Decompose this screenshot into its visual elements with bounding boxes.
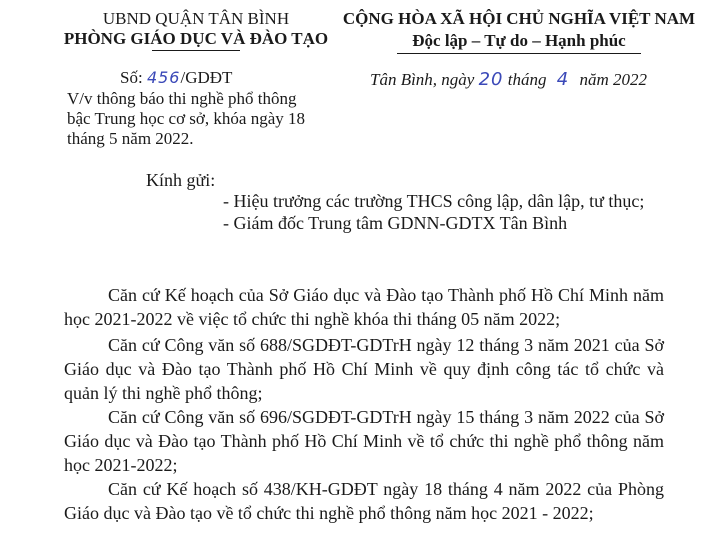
document-number-prefix: Số: bbox=[120, 68, 147, 87]
subject-line-3: tháng 5 năm 2022. bbox=[67, 129, 194, 148]
body-paragraph: Căn cứ Kế hoạch của Sở Giáo dục và Đào tạo Thành phố Hồ Chí Minh năm học 2021-2022 về việc tổ chức thi nghề khóa thi tháng 05 năm 2022; bbox=[64, 285, 664, 329]
issuing-department: PHÒNG GIÁO DỤC VÀ ĐÀO TẠO bbox=[63, 29, 329, 48]
handwritten-document-number: 456 bbox=[146, 68, 181, 87]
subject-line-2: bậc Trung học cơ sở, khóa ngày 18 bbox=[67, 109, 306, 128]
date-year: năm 2022 bbox=[575, 70, 647, 89]
date-place: Tân Bình, ngày bbox=[370, 70, 479, 89]
national-title: CỘNG HÒA XÃ HỘI CHỦ NGHĨA VIỆT NAM bbox=[342, 9, 696, 28]
body-paragraph: Căn cứ Công văn số 696/SGDĐT-GDTrH ngày 15 tháng 3 năm 2022 của Sở Giáo dục và Đào tạo Thành phố Hồ Chí Minh về tổ chức thi nghề phổ thông năm học 2021-2022; bbox=[64, 407, 664, 475]
date-line bbox=[370, 69, 647, 90]
right-header-underline bbox=[397, 53, 641, 54]
document-number bbox=[120, 68, 232, 88]
issuing-authority: UBND QUẬN TÂN BÌNH bbox=[102, 9, 290, 28]
recipient-item: - Hiệu trưởng các trường THCS công lập, dân lập, tư thục; bbox=[223, 191, 645, 211]
body-paragraph: Căn cứ Kế hoạch số 438/KH-GDĐT ngày 18 tháng 4 năm 2022 của Phòng Giáo dục và Đào tạo về tổ chức thi nghề phổ thông năm học 2021 - 2022; bbox=[64, 479, 664, 523]
national-motto: Độc lập – Tự do – Hạnh phúc bbox=[412, 31, 626, 50]
left-header-underline bbox=[152, 50, 240, 51]
document-number-suffix: /GDĐT bbox=[180, 68, 233, 87]
handwritten-day: 20 bbox=[478, 69, 504, 90]
body-paragraph: Căn cứ Công văn số 688/SGDĐT-GDTrH ngày 12 tháng 3 năm 2021 của Sở Giáo dục và Đào tạo Thành phố Hồ Chí Minh về quy định công tác tổ chức và quản lý thi nghề phổ thông; bbox=[64, 335, 664, 403]
recipients-greeting: Kính gửi: bbox=[146, 170, 216, 190]
subject-line-1: V/v thông báo thi nghề phổ thông bbox=[67, 89, 297, 108]
handwritten-month: 4 bbox=[556, 69, 570, 90]
recipient-item: - Giám đốc Trung tâm GDNN-GDTX Tân Bình bbox=[223, 213, 568, 233]
date-month-word: tháng bbox=[503, 70, 551, 89]
